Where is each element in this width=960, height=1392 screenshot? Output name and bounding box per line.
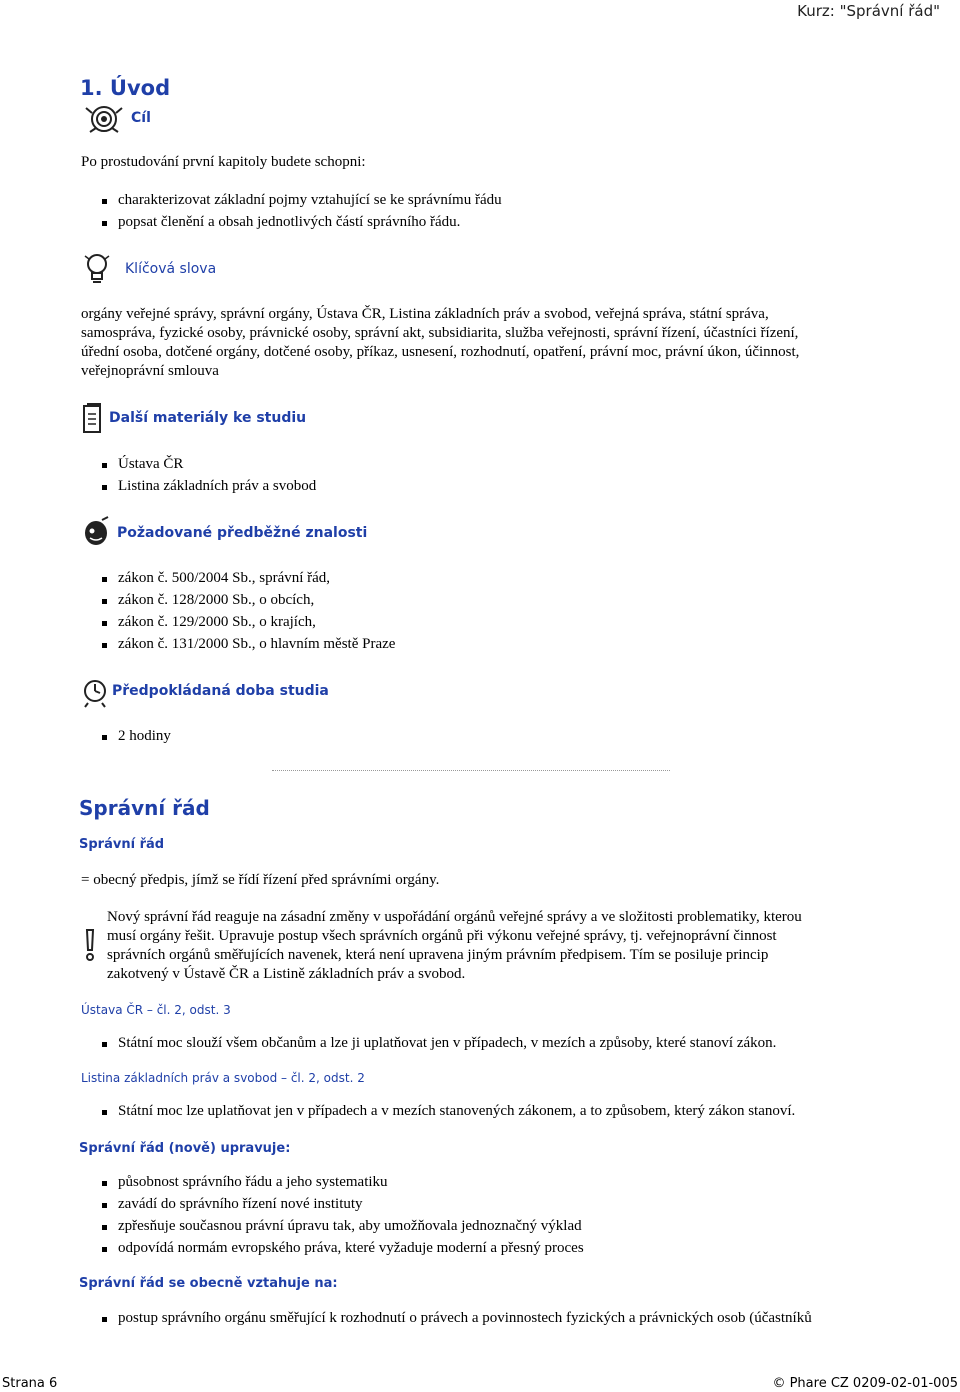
goal-list [102,189,502,233]
list-item: zpřesňuje současnou právní úpravu tak, aby umožňovala jednoznačný výklad [102,1215,584,1237]
reference-charter: Listina základních práv a svobod – čl. 2, odst. 2 [81,1071,365,1085]
list-item: zákon č. 129/2000 Sb., o krajích, [102,611,395,633]
applies-label: Správní řád se obecně vztahuje na: [79,1276,338,1291]
list-item: Státní moc slouží všem občanům a lze ji uplatňovat jen v případech, v mezích a způsoby, které stanoví zákon. [102,1032,776,1054]
list-item: odpovídá normám evropského práva, které vyžaduje moderní a přesný proces [102,1237,584,1259]
charter-list [102,1100,795,1122]
chapter-title: 1. Úvod [80,76,171,100]
definition-text: = obecný předpis, jímž se řídí řízení před správními orgány. [81,872,440,888]
materials-list [102,453,316,497]
brain-icon [82,516,110,548]
list-item: Státní moc lze uplatňovat jen v případech a v mezích stanovených zákonem, a to způsobem, který zákon stanoví. [102,1100,795,1122]
copyright: © Phare CZ 0209-02-01-005 [772,1376,958,1391]
target-icon [84,104,124,134]
materials-label: Další materiály ke studiu [109,410,307,426]
note-line: Nový správní řád reaguje na zásadní změny v uspořádání orgánů veřejné správy a ve složitosti problematiky, kterou [107,909,802,925]
list-item: zavádí do správního řízení nové instituty [102,1193,584,1215]
list-item: charakterizovat základní pojmy vztahující se ke správnímu řádu [102,189,502,211]
reference-constitution: Ústava ČR – čl. 2, odst. 3 [81,1003,231,1017]
duration-list [102,725,171,747]
regulates-label: Správní řád (nově) upravuje: [79,1141,291,1156]
lightbulb-icon [84,252,110,286]
keywords-line: úřední osoba, dotčené orgány, dotčené osoby, příkaz, usnesení, rozhodnutí, opatření, právní moc, právní úkon, účinnost, [81,344,800,360]
section-title: Správní řád [79,796,210,820]
list-item: Listina základních práv a svobod [102,475,316,497]
regulates-list [102,1171,584,1259]
keywords-line: orgány veřejné správy, správní orgány, Ústava ČR, Listina základních práv a svobod, veřejná správa, státní správa, [81,306,769,322]
applies-list [102,1307,812,1329]
divider [272,770,670,771]
list-item: Ústava ČR [102,453,316,475]
course-header: Kurz: "Správní řád" [797,2,940,20]
list-item: popsat členění a obsah jednotlivých částí správního řádu. [102,211,502,233]
clock-icon [82,676,108,708]
list-item: působnost správního řádu a jeho systematiku [102,1171,584,1193]
note-text [107,908,887,984]
keywords-line: samospráva, fyzické osoby, právnické osoby, správní akt, subsidiarita, služba veřejnosti, správní řízení, účastníci řízení, [81,325,799,341]
list-item: 2 hodiny [102,725,171,747]
list-item: postup správního orgánu směřující k rozhodnutí o právech a povinnostech fyzických a právnických osob (účastníků [102,1307,812,1329]
duration-label: Předpokládaná doba studia [112,683,329,699]
goal-label: Cíl [131,110,151,126]
prerequisites-list [102,567,395,655]
note-line: musí orgány řešit. Upravuje postup všech správních orgánů při výkonu veřejné správy, tj. veřejnoprávní činnost [107,928,777,944]
keywords-text [81,305,881,381]
prerequisites-label: Požadované předběžné znalosti [117,525,368,541]
keywords-label: Klíčová slova [125,261,217,277]
section-subtitle: Správní řád [79,837,165,852]
exclamation-icon [82,928,98,962]
keywords-line: veřejnoprávní smlouva [81,363,219,379]
list-item: zákon č. 500/2004 Sb., správní řád, [102,567,395,589]
note-line: správních orgánů směřujících navenek, která není upravena jiným právním předpisem. Tím se posiluje princip [107,947,769,963]
book-icon [82,402,104,434]
page-number: Strana 6 [2,1376,58,1391]
note-line: zakotvený v Ústavě ČR a Listině základních práv a svobod. [107,966,466,982]
list-item: zákon č. 128/2000 Sb., o obcích, [102,589,395,611]
goal-intro: Po prostudování první kapitoly budete schopni: [81,154,366,170]
constitution-list [102,1032,776,1054]
list-item: zákon č. 131/2000 Sb., o hlavním městě Praze [102,633,395,655]
